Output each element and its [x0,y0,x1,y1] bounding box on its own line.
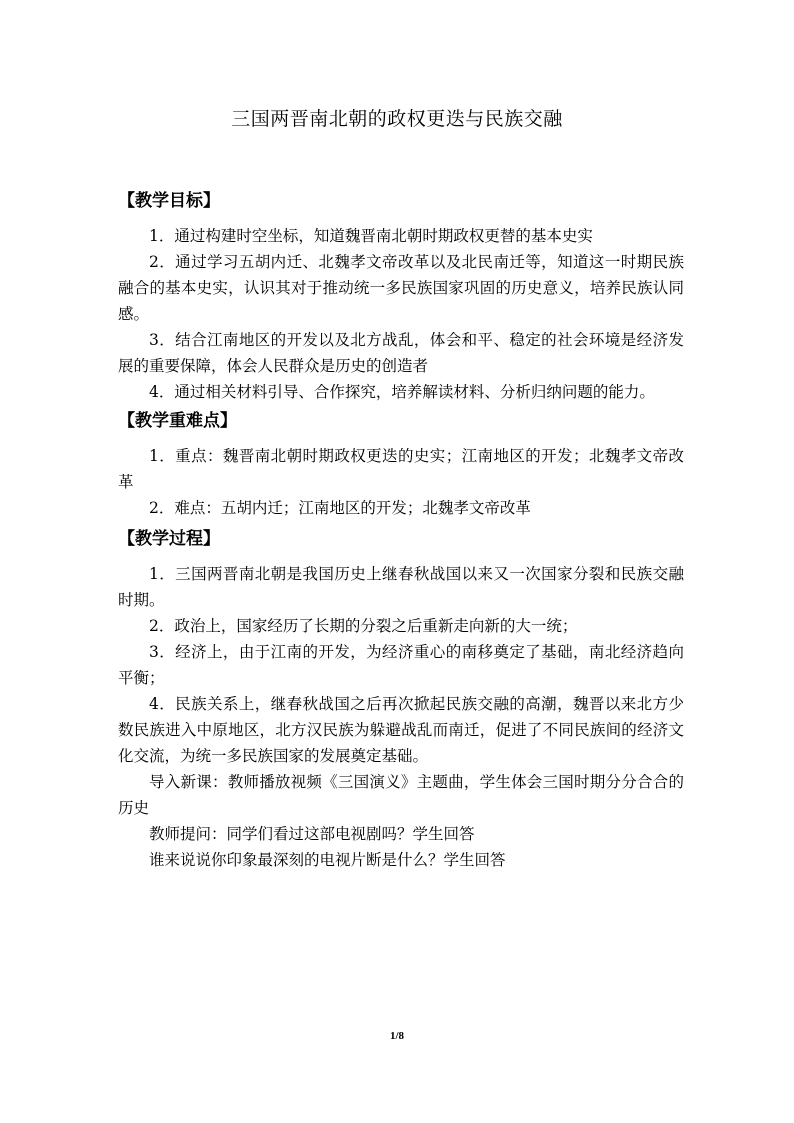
process-item: 教师提问：同学们看过这部电视剧吗？学生回答 [149,825,475,843]
page-number: 1/8 [389,1030,405,1042]
process-item: 谁来说说你印象最深刻的电视片断是什么？学生回答 [149,851,506,869]
process-item: 导入新课：教师播放视频《三国演义》主题曲，学生体会三国时期分分合合的历史 [118,773,684,817]
section-heading-key-points: 【教学重难点】 [118,411,237,431]
section-heading-objectives: 【教学目标】 [118,191,220,211]
objective-item: 2．通过学习五胡内迁、北魏孝文帝改革以及北民南迁等，知道这一时期民族融合的基本史实，认识其对于推动统一多民族国家巩固的历史意义，培养民族认同感。 [118,253,684,323]
process-item: 1．三国两晋南北朝是我国历史上继春秋战国以来又一次国家分裂和民族交融时期。 [118,565,684,609]
process-item: 2．政治上，国家经历了长期的分裂之后重新走向新的大一统； [149,617,578,635]
process-item: 4．民族关系上，继春秋战国之后再次掀起民族交融的高潮，魏晋以来北方少数民族进入中原地区，北方汉民族为躲避战乱而南迁，促进了不同民族间的经济文化交流，为统一多民族国家的发展奠定基础。 [118,695,684,765]
objective-item: 3．结合江南地区的开发以及北方战乱，体会和平、稳定的社会环境是经济发展的重要保障，体会人民群众是历史的创造者 [118,331,684,375]
process-item: 3．经济上，由于江南的开发，为经济重心的南移奠定了基础，南北经济趋向平衡； [118,643,684,687]
page-title: 三国两晋南北朝的政权更迭与民族交融 [231,108,563,130]
objective-item: 4．通过相关材料引导、合作探究，培养解读材料、分析归纳问题的能力。 [149,383,655,401]
section-heading-process: 【教学过程】 [118,529,220,549]
objective-item: 1．通过构建时空坐标，知道魏晋南北朝时期政权更替的基本史实 [149,227,593,245]
key-point-item: 1．重点：魏晋南北朝时期政权更迭的史实；江南地区的开发；北魏孝文帝改革 [118,447,684,491]
document-body [118,187,684,873]
key-point-item: 2．难点：五胡内迁；江南地区的开发；北魏孝文帝改革 [149,499,531,517]
